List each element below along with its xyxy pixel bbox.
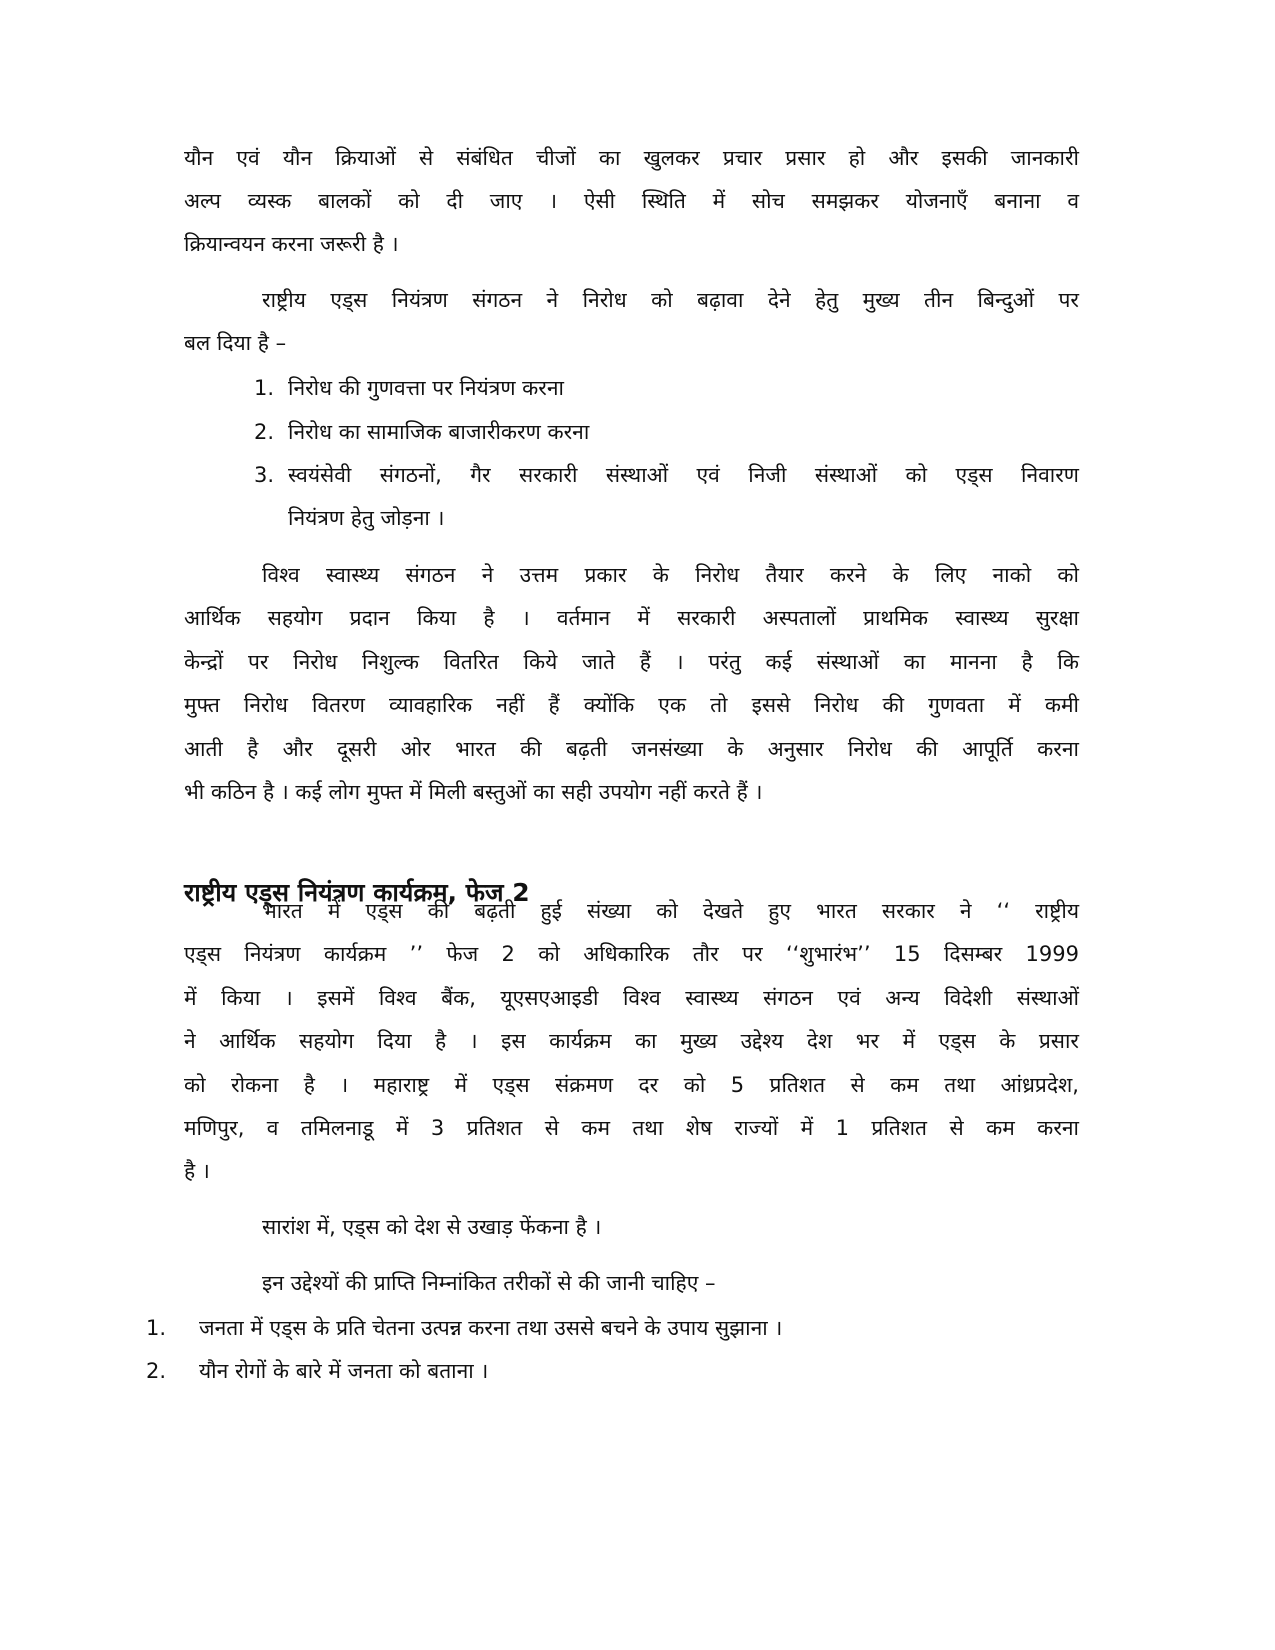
section-heading: राष्ट्रीय एड्स नियंत्रण कार्यक्रम, फेज 2 xyxy=(184,878,530,907)
paragraph-line: विश्व स्वास्थ्य संगठन ने उत्तम प्रकार के निरोध तैयार करने के लिए नाको को xyxy=(262,563,1079,587)
paragraph-line: अल्प व्यस्क बालकों को दी जाए । ऐसी स्थिति में सोच समझकर योजनाएँ बनाना व xyxy=(184,189,1079,213)
paragraph-line: एड्स नियंत्रण कार्यक्रम ’’ फेज 2 को अधिकारिक तौर पर ‘‘शुभारंभ’’ 15 दिसम्बर 1999 xyxy=(184,942,1079,966)
paragraph-line: केन्द्रों पर निरोध निशुल्क वितरित किये जाते हैं । परंतु कई संस्थाओं का मानना है कि xyxy=(184,650,1079,674)
paragraph-line: है । xyxy=(184,1159,210,1183)
list-item-number: 1. xyxy=(254,376,275,400)
list-item-continuation: नियंत्रण हेतु जोड़ना । xyxy=(288,506,445,530)
list-item: जनता में एड्स के प्रति चेतना उत्पन्न करना तथा उससे बचने के उपाय सुझाना । xyxy=(199,1316,783,1340)
list-item-number: 1. xyxy=(146,1316,167,1340)
list-item-number: 2. xyxy=(146,1359,167,1383)
paragraph-line: सारांश में, एड्स को देश से उखाड़ फेंकना है । xyxy=(262,1215,602,1239)
paragraph-line: भी कठिन है । कई लोग मुफ्त में मिली बस्तुओं का सही उपयोग नहीं करते हैं । xyxy=(184,780,763,804)
paragraph-line: इन उद्देश्यों की प्राप्ति निम्नांकित तरीकों से की जानी चाहिए – xyxy=(262,1271,716,1295)
list-item-number: 2. xyxy=(254,420,275,444)
paragraph-line: को रोकना है । महाराष्ट्र में एड्स संक्रमण दर को 5 प्रतिशत से कम तथा आंध्रप्रदेश, xyxy=(184,1073,1079,1097)
paragraph-line: यौन एवं यौन क्रियाओं से संबंधित चीजों का खुलकर प्रचार प्रसार हो और इसकी जानकारी xyxy=(184,146,1079,170)
list-item: निरोध की गुणवत्ता पर नियंत्रण करना xyxy=(288,376,564,400)
list-item: निरोध का सामाजिक बाजारीकरण करना xyxy=(288,420,590,444)
paragraph-line: भारत में एड्स की बढ़ती हुई संख्या को देखते हुए भारत सरकार ने ‘‘ राष्ट्रीय xyxy=(262,899,1079,923)
paragraph-line: आती है और दूसरी ओर भारत की बढ़ती जनसंख्या के अनुसार निरोध की आपूर्ति करना xyxy=(184,737,1079,761)
paragraph-line: क्रियान्वयन करना जरूरी है । xyxy=(184,232,399,256)
list-item: यौन रोगों के बारे में जनता को बताना । xyxy=(199,1359,489,1383)
paragraph-line: राष्ट्रीय एड्स नियंत्रण संगठन ने निरोध को बढ़ावा देने हेतु मुख्य तीन बिन्दुओं पर xyxy=(262,288,1079,312)
paragraph-line: में किया । इसमें विश्व बैंक, यूएसएआइडी विश्व स्वास्थ्य संगठन एवं अन्य विदेशी संस्थाओं xyxy=(184,986,1079,1010)
list-item-number: 3. xyxy=(254,463,275,487)
paragraph-line: बल दिया है – xyxy=(184,331,287,355)
paragraph-line: आर्थिक सहयोग प्रदान किया है । वर्तमान में सरकारी अस्पतालों प्राथमिक स्वास्थ्य सुरक्षा xyxy=(184,606,1079,630)
list-item: स्वयंसेवी संगठनों, गैर सरकारी संस्थाओं एवं निजी संस्थाओं को एड्स निवारण xyxy=(288,463,1079,487)
paragraph-line: मणिपुर, व तमिलनाडू में 3 प्रतिशत से कम तथा शेष राज्यों में 1 प्रतिशत से कम करना xyxy=(184,1116,1079,1140)
paragraph-line: ने आर्थिक सहयोग दिया है । इस कार्यक्रम का मुख्य उद्देश्य देश भर में एड्स के प्रसार xyxy=(184,1029,1079,1053)
paragraph-line: मुफ्त निरोध वितरण व्यावहारिक नहीं हैं क्योंकि एक तो इससे निरोध की गुणवता में कमी xyxy=(184,693,1079,717)
